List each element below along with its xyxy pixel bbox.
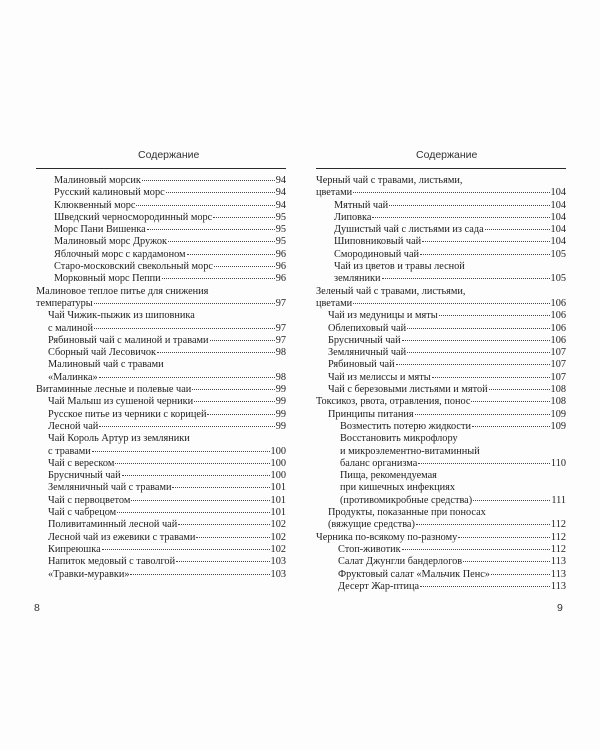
- toc-page-number: 97: [275, 322, 286, 334]
- dot-leader: [99, 426, 274, 427]
- toc-entry: [36, 421, 286, 433]
- toc-entry-title: Облепиховый чай: [328, 322, 407, 334]
- dot-leader: [147, 229, 275, 230]
- toc-entry: [316, 286, 566, 311]
- toc-page-number: 94: [275, 175, 286, 186]
- toc-page-number: 108: [550, 396, 566, 408]
- dot-leader: [415, 414, 550, 415]
- dot-leader: [471, 401, 549, 402]
- running-header-title: Содержание: [416, 149, 478, 161]
- toc-entry-title: Сборный чай Лесовичок: [48, 347, 157, 359]
- toc-entry: [316, 200, 566, 212]
- toc-entry-title: Малиновый чай с травами: [48, 359, 164, 371]
- toc-entry: [316, 421, 566, 433]
- dot-leader: [432, 377, 550, 378]
- toc-entry-title: Малиновый морсик: [54, 175, 141, 186]
- dot-leader: [458, 537, 550, 538]
- toc-page-number: 96: [275, 261, 286, 273]
- toc-entry: [36, 384, 286, 396]
- table-of-contents: [316, 175, 566, 593]
- toc-page-number: 102: [270, 519, 286, 531]
- toc-entry-title-continued: земляники: [334, 273, 381, 285]
- toc-page-number: 109: [550, 420, 566, 432]
- toc-entry: [36, 175, 286, 187]
- toc-page-number: 107: [550, 359, 566, 371]
- toc-entry-title: Фруктовый салат «Мальчик Пенс»: [338, 568, 490, 580]
- dot-leader: [102, 549, 270, 550]
- toc-entry: [36, 335, 286, 347]
- toc-entry-title: Пища, рекомендуемая: [340, 470, 437, 482]
- toc-page-number: 101: [270, 494, 286, 506]
- toc-page-number: 98: [275, 347, 286, 359]
- dot-leader: [472, 426, 550, 427]
- dot-leader: [491, 574, 550, 575]
- toc-entry: [36, 532, 286, 544]
- toc-page-number: 96: [275, 248, 286, 260]
- toc-entry: [36, 556, 286, 568]
- dot-leader: [142, 180, 275, 181]
- toc-entry-title: Чай Малыш из сушеной черники: [48, 396, 194, 408]
- dot-leader: [382, 278, 550, 279]
- toc-page-number: 112: [550, 531, 566, 543]
- toc-entry: [316, 507, 566, 532]
- toc-page-number: 102: [270, 543, 286, 555]
- toc-page-number: 108: [550, 384, 566, 396]
- toc-entry-title: Старо-московский свекольный морс: [54, 261, 213, 273]
- toc-entry: [316, 544, 566, 556]
- dot-leader: [422, 241, 549, 242]
- toc-entry-title: Морковный морс Пеппи: [54, 273, 161, 285]
- toc-page-number: 112: [550, 519, 566, 531]
- toc-page-number: 97: [275, 297, 286, 309]
- toc-entry-title: Возместить потерю жидкости: [340, 420, 471, 432]
- toc-page-number: 105: [550, 248, 566, 260]
- toc-entry: [316, 359, 566, 371]
- toc-entry-title-continued: температуры: [36, 297, 93, 309]
- dot-leader: [473, 500, 550, 501]
- dot-leader: [192, 389, 274, 390]
- toc-entry-title: Напиток медовый с таволгой: [48, 556, 176, 568]
- toc-entry-title: Десерт Жар-птица: [338, 580, 420, 592]
- toc-entry: [316, 323, 566, 335]
- toc-page-number: 103: [270, 556, 286, 568]
- toc-entry: [36, 458, 286, 470]
- toc-entry-title: Принципы питания: [328, 408, 414, 420]
- toc-entry-title: Токсикоз, рвота, отравления, понос: [316, 396, 471, 408]
- toc-entry-title: Смородиновый чай: [334, 248, 420, 260]
- toc-entry: [316, 396, 566, 408]
- dot-leader: [94, 303, 275, 304]
- toc-page-number: 102: [270, 531, 286, 543]
- dot-leader: [416, 524, 550, 525]
- dot-leader: [94, 328, 275, 329]
- toc-entry: [316, 581, 566, 593]
- toc-entry-title: Чай из мелиссы и мяты: [328, 371, 431, 383]
- toc-entry: [36, 507, 286, 519]
- dot-leader: [187, 254, 275, 255]
- left-page: [36, 146, 286, 581]
- toc-page-number: 94: [275, 187, 286, 199]
- toc-page-number: 95: [275, 211, 286, 223]
- toc-entry: [316, 433, 566, 470]
- toc-entry: [36, 470, 286, 482]
- toc-entry-title-continued: с травами: [48, 445, 91, 457]
- toc-entry: [36, 519, 286, 531]
- toc-entry-title: Липовка: [334, 211, 372, 223]
- toc-entry-title-continued: при кишечных инфекциях: [340, 482, 456, 494]
- toc-entry-title-continued: цветами: [316, 187, 353, 199]
- toc-page-number: 104: [550, 224, 566, 236]
- toc-entry-title-continued: и микроэлементно-витаминный: [340, 445, 480, 457]
- toc-entry-title-continued: (противомикробные средства): [340, 494, 473, 506]
- toc-entry-title: Стоп-животик: [338, 543, 401, 555]
- toc-entry-title: Шведский черносмородинный морс: [54, 211, 213, 223]
- dot-leader: [489, 389, 550, 390]
- toc-entry: [316, 470, 566, 507]
- toc-entry: [36, 212, 286, 224]
- dot-leader: [353, 192, 549, 193]
- toc-entry: [36, 261, 286, 273]
- toc-entry: [316, 409, 566, 421]
- toc-entry-title: «Травки-муравки»: [48, 568, 130, 580]
- toc-entry-title: Земляничный чай: [328, 347, 407, 359]
- dot-leader: [117, 512, 269, 513]
- toc-entry-title: Малиновый морс Дружок: [54, 236, 168, 248]
- toc-entry: [36, 569, 286, 581]
- running-header: [36, 146, 286, 169]
- page-number: 9: [557, 602, 563, 614]
- dot-leader: [420, 586, 550, 587]
- toc-entry-title-continued: (вяжущие средства): [328, 519, 415, 531]
- dot-leader: [407, 328, 549, 329]
- toc-page-number: 99: [275, 408, 286, 420]
- dot-leader: [402, 340, 550, 341]
- toc-entry-title: Чай из медуницы и мяты: [328, 310, 438, 322]
- toc-entry-title: Рябиновый чай с малиной и травами: [48, 334, 209, 346]
- toc-page-number: 113: [550, 568, 566, 580]
- toc-page-number: 101: [270, 507, 286, 519]
- dot-leader: [210, 340, 275, 341]
- toc-page-number: 104: [550, 211, 566, 223]
- toc-entry: [36, 544, 286, 556]
- toc-entry-title: Лесной чай из ежевики с травами: [48, 531, 196, 543]
- toc-entry: [316, 249, 566, 261]
- toc-page-number: 107: [550, 347, 566, 359]
- toc-page-number: 107: [550, 371, 566, 383]
- toc-entry-title: Земляничный чай с травами: [48, 482, 172, 494]
- toc-entry-title: Яблочный морс с кардамоном: [54, 248, 186, 260]
- toc-page-number: 101: [270, 482, 286, 494]
- dot-leader: [194, 401, 275, 402]
- toc-page-number: 99: [275, 420, 286, 432]
- toc-entry-title: Малиновое теплое питье для снижения: [36, 285, 209, 297]
- toc-entry: [316, 532, 566, 544]
- toc-entry: [316, 236, 566, 248]
- dot-leader: [402, 549, 550, 550]
- toc-entry: [36, 310, 286, 335]
- toc-entry: [36, 187, 286, 199]
- running-header-title: Содержание: [138, 149, 200, 161]
- dot-leader: [99, 377, 275, 378]
- toc-entry-title: Кипреюшка: [48, 543, 101, 555]
- toc-entry: [36, 359, 286, 384]
- toc-page-number: 94: [275, 199, 286, 211]
- toc-page-number: 106: [550, 310, 566, 322]
- toc-page-number: 113: [550, 556, 566, 568]
- toc-entry: [316, 310, 566, 322]
- toc-entry: [316, 347, 566, 359]
- dot-leader: [162, 278, 275, 279]
- toc-page-number: 106: [550, 322, 566, 334]
- dot-leader: [172, 487, 269, 488]
- dot-leader: [131, 500, 269, 501]
- toc-entry-title: Черника по-всякому по-разному: [316, 531, 458, 543]
- dot-leader: [130, 574, 269, 575]
- toc-page-number: 99: [275, 384, 286, 396]
- toc-page-number: 100: [270, 445, 286, 457]
- toc-entry-title: Поливитаминный лесной чай: [48, 519, 178, 531]
- dot-leader: [166, 192, 275, 193]
- toc-entry-title: Брусничный чай: [48, 470, 121, 482]
- toc-page-number: 106: [550, 297, 566, 309]
- dot-leader: [122, 475, 270, 476]
- toc-entry: [316, 224, 566, 236]
- toc-entry-title: Чай с чабрецом: [48, 507, 117, 519]
- dot-leader: [115, 463, 269, 464]
- dot-leader: [178, 524, 269, 525]
- toc-entry-title: Чай Король Артур из земляники: [48, 433, 190, 445]
- toc-page-number: 109: [550, 408, 566, 420]
- dot-leader: [485, 229, 550, 230]
- toc-entry-title: Брусничный чай: [328, 334, 401, 346]
- toc-page-number: 113: [550, 580, 566, 592]
- dot-leader: [196, 537, 269, 538]
- toc-page-number: 96: [275, 273, 286, 285]
- dot-leader: [207, 414, 274, 415]
- toc-entry-title: Восстановить микрофлору: [340, 433, 458, 445]
- dot-leader: [168, 241, 275, 242]
- toc-page-number: 112: [550, 543, 566, 555]
- toc-page-number: 100: [270, 470, 286, 482]
- toc-entry-title: Чай из цветов и травы лесной: [334, 261, 465, 273]
- toc-entry-title: Мятный чай: [334, 199, 389, 211]
- dot-leader: [389, 205, 549, 206]
- dot-leader: [136, 205, 274, 206]
- toc-entry-title: Чай с вереском: [48, 457, 115, 469]
- toc-entry-title: Витаминные лесные и полевые чаи: [36, 384, 192, 396]
- toc-entry: [36, 396, 286, 408]
- toc-entry-title-continued: «Малинка»: [48, 371, 98, 383]
- toc-entry-title-continued: цветами: [316, 297, 353, 309]
- toc-entry: [36, 273, 286, 285]
- toc-entry: [316, 261, 566, 286]
- toc-entry-title: Лесной чай: [48, 420, 99, 432]
- dot-leader: [396, 364, 550, 365]
- toc-page-number: 95: [275, 236, 286, 248]
- toc-entry-title: Черный чай с травами, листьями,: [316, 175, 463, 186]
- dot-leader: [420, 254, 549, 255]
- toc-page-number: 105: [550, 273, 566, 285]
- toc-entry: [36, 236, 286, 248]
- toc-entry: [316, 372, 566, 384]
- toc-page-number: 100: [270, 457, 286, 469]
- dot-leader: [92, 451, 270, 452]
- dot-leader: [407, 352, 549, 353]
- toc-entry: [36, 347, 286, 359]
- toc-page-number: 104: [550, 199, 566, 211]
- right-page: [316, 146, 566, 593]
- running-header: [316, 146, 566, 169]
- toc-entry: [316, 556, 566, 568]
- toc-entry: [316, 335, 566, 347]
- dot-leader: [353, 303, 549, 304]
- toc-entry: [36, 224, 286, 236]
- toc-entry-title: Чай Чижик-пыжик из шиповника: [48, 310, 195, 322]
- dot-leader: [157, 352, 275, 353]
- dot-leader: [213, 217, 274, 218]
- toc-entry: [316, 384, 566, 396]
- toc-entry-title: Клюквенный морс: [54, 199, 136, 211]
- toc-entry-title: Русский калиновый морс: [54, 187, 165, 199]
- toc-page-number: 111: [551, 494, 566, 506]
- dot-leader: [372, 217, 549, 218]
- toc-entry-title: Шиповниковый чай: [334, 236, 422, 248]
- dot-leader: [463, 561, 550, 562]
- toc-entry-title-continued: с малиной: [48, 322, 94, 334]
- toc-entry-title: Рябиновый чай: [328, 359, 395, 371]
- dot-leader: [418, 463, 550, 464]
- toc-entry: [316, 569, 566, 581]
- toc-page-number: 99: [275, 396, 286, 408]
- toc-page-number: 103: [270, 568, 286, 580]
- table-of-contents: [36, 175, 286, 581]
- page-number: 8: [34, 602, 40, 614]
- toc-entry-title: Чай с березовыми листьями и мятой: [328, 384, 488, 396]
- toc-page-number: 104: [550, 236, 566, 248]
- toc-entry: [36, 286, 286, 311]
- toc-entry: [36, 495, 286, 507]
- toc-entry: [36, 409, 286, 421]
- toc-entry: [36, 482, 286, 494]
- toc-entry: [36, 249, 286, 261]
- toc-entry-title: Продукты, показанные при поносах: [328, 507, 486, 519]
- toc-page-number: 95: [275, 224, 286, 236]
- toc-page-number: 97: [275, 334, 286, 346]
- toc-entry-title: Морс Пани Вишенка: [54, 224, 146, 236]
- toc-entry-title: Душистый чай с листьями из сада: [334, 224, 484, 236]
- toc-entry-title-continued: баланс организма: [340, 457, 418, 469]
- toc-entry: [316, 212, 566, 224]
- dot-leader: [176, 561, 269, 562]
- toc-entry: [36, 433, 286, 458]
- toc-entry-title: Русское питье из черники с корицей: [48, 408, 207, 420]
- toc-entry: [36, 200, 286, 212]
- dot-leader: [214, 266, 275, 267]
- toc-entry-title: Чай с первоцветом: [48, 494, 131, 506]
- toc-entry: [316, 175, 566, 200]
- toc-page-number: 98: [275, 371, 286, 383]
- dot-leader: [439, 315, 550, 316]
- toc-page-number: 106: [550, 334, 566, 346]
- toc-page-number: 110: [550, 457, 566, 469]
- toc-entry-title: Салат Джунгли бандерлогов: [338, 556, 463, 568]
- toc-page-number: 104: [550, 187, 566, 199]
- toc-entry-title: Зеленый чай с травами, листьями,: [316, 285, 466, 297]
